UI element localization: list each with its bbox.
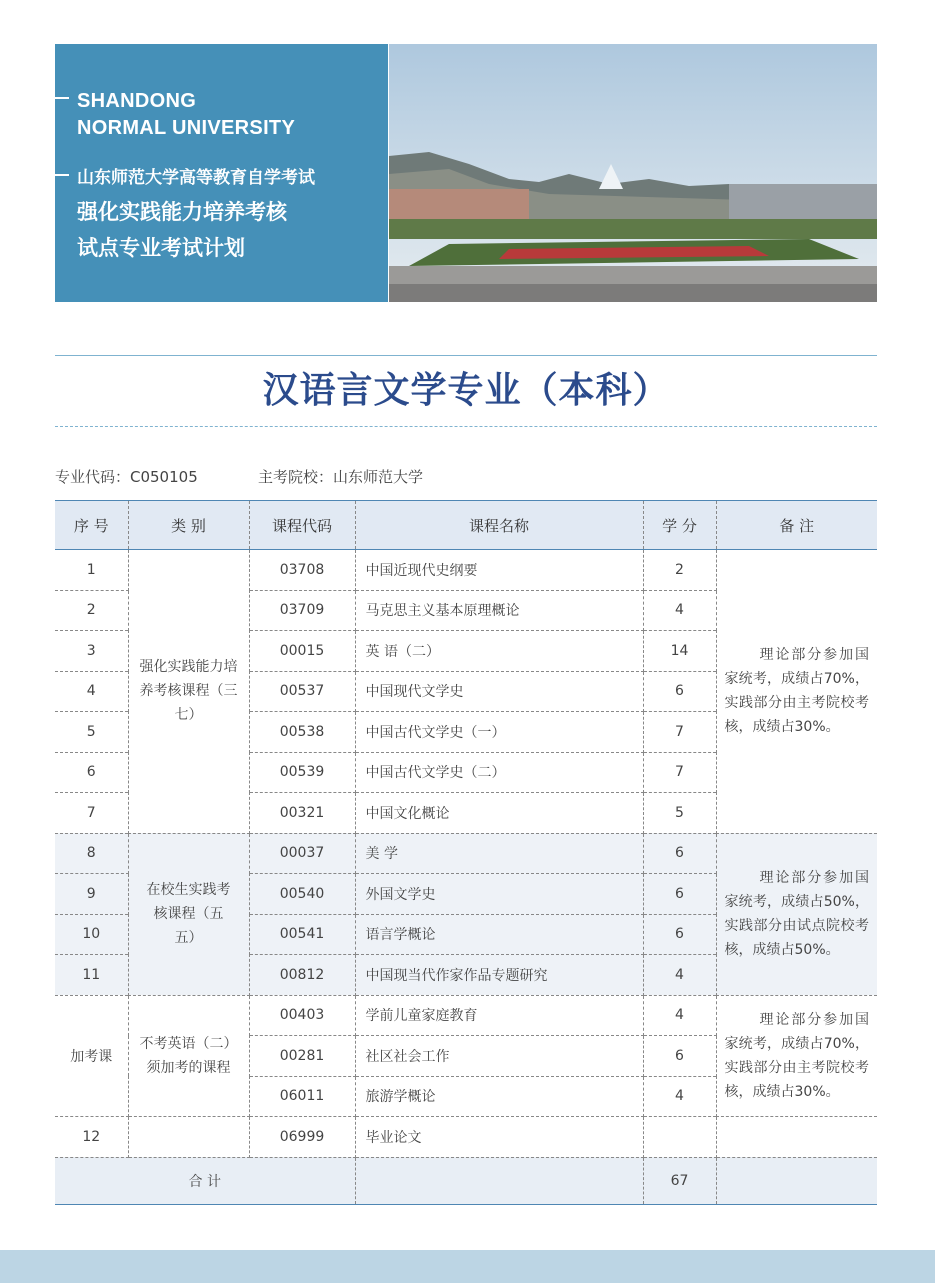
campus-photo: [389, 44, 877, 302]
cell-note: [716, 1117, 877, 1158]
cell-credit: 2: [643, 550, 716, 591]
cell-credit: 4: [643, 590, 716, 631]
cell-no: 8: [55, 833, 128, 874]
banner-en-line2: NORMAL UNIVERSITY: [77, 117, 296, 139]
cell-credit: 4: [643, 1076, 716, 1117]
cell-code: 00015: [249, 631, 355, 672]
cell-credit: 7: [643, 752, 716, 793]
cell-category: [128, 1117, 249, 1158]
cell-credit: 4: [643, 955, 716, 996]
cell-credit: 5: [643, 793, 716, 834]
cell-no: 2: [55, 590, 128, 631]
cell-note: [716, 833, 877, 995]
total-label: 合 计: [55, 1157, 355, 1204]
header-no: 序 号: [55, 501, 128, 550]
note-text: 理论部分参加国家统考，成绩占70%，实践部分由主考院校考核，成绩占30%。: [724, 647, 869, 736]
note-text: 理论部分参加国家统考，成绩占50%，实践部分由试点院校考核，成绩占50%。: [724, 870, 869, 958]
total-row: [55, 1157, 877, 1204]
cell-category: [128, 833, 249, 995]
cell-code: 00403: [249, 995, 355, 1036]
major-code: 专业代码：C050105: [55, 468, 198, 486]
campus-photo-illustration: [389, 44, 877, 302]
cell-name: 马克思主义基本原理概论: [355, 590, 643, 631]
table-row: [55, 833, 877, 874]
cell-name: 中国文化概论: [355, 793, 643, 834]
header-course-name: 课程名称: [355, 501, 643, 550]
banner-en-title: [77, 88, 295, 142]
cell-no: 9: [55, 874, 128, 915]
cell-name: 英 语（二）: [355, 631, 643, 672]
table-row: [55, 1117, 877, 1158]
cell-code: 06011: [249, 1076, 355, 1117]
note-text: 理论部分参加国家统考，成绩占70%，实践部分由主考院校考核，成绩占30%。: [724, 1011, 869, 1100]
footer-bar: [0, 1250, 935, 1283]
cell-name: 学前儿童家庭教育: [355, 995, 643, 1036]
cell-no: 1: [55, 550, 128, 591]
cell-code: 03708: [249, 550, 355, 591]
cell-credit: [643, 1117, 716, 1158]
cell-no: 7: [55, 793, 128, 834]
cell-name: 中国现代文学史: [355, 671, 643, 712]
title-bottom-rule: [55, 426, 877, 427]
cell-no: 12: [55, 1117, 128, 1158]
total-credit: 67: [643, 1157, 716, 1204]
cell-name: 毕业论文: [355, 1117, 643, 1158]
cell-code: 00281: [249, 1036, 355, 1077]
exam-plan-table: [55, 500, 877, 1205]
cell-credit: 6: [643, 914, 716, 955]
cell-name: [355, 1157, 643, 1204]
cell-no: 3: [55, 631, 128, 672]
cell-code: 00541: [249, 914, 355, 955]
cell-name: 美 学: [355, 833, 643, 874]
cell-name: 社区社会工作: [355, 1036, 643, 1077]
cell-credit: 6: [643, 671, 716, 712]
cell-no: 11: [55, 955, 128, 996]
banner-dash: [55, 174, 69, 176]
header-banner: [55, 44, 877, 302]
cell-name: 旅游学概论: [355, 1076, 643, 1117]
header-credit: 学 分: [643, 501, 716, 550]
header-note: 备 注: [716, 501, 877, 550]
cell-no: 6: [55, 752, 128, 793]
cell-code: 00538: [249, 712, 355, 753]
header-course-code: 课程代码: [249, 501, 355, 550]
cell-code: 00539: [249, 752, 355, 793]
cell-credit: 6: [643, 874, 716, 915]
cell-note: [716, 995, 877, 1117]
banner-cn-line1: 山东师范大学高等教育自学考试: [77, 168, 315, 188]
title-top-rule: [55, 355, 877, 356]
header-category: 类 别: [128, 501, 249, 550]
cell-no: 5: [55, 712, 128, 753]
cell-credit: 6: [643, 833, 716, 874]
banner-cn-line3: 试点专业考试计划: [77, 236, 245, 260]
cell-code: 00540: [249, 874, 355, 915]
cell-credit: 14: [643, 631, 716, 672]
cell-no: 加考课: [55, 995, 128, 1117]
cell-name: 中国古代文学史（一）: [355, 712, 643, 753]
category-text: 在校生实践考核课程（五五）: [146, 882, 231, 946]
page-title: 汉语言文学专业（本科）: [262, 370, 670, 411]
table-row: [55, 550, 877, 591]
cell-code: 00037: [249, 833, 355, 874]
banner-text-panel: [55, 44, 388, 302]
cell-code: 03709: [249, 590, 355, 631]
cell-no: 4: [55, 671, 128, 712]
banner-cn-line2: 强化实践能力培养考核: [77, 200, 287, 224]
banner-dash: [55, 97, 69, 99]
cell-note: [716, 1157, 877, 1204]
cell-name: 中国现当代作家作品专题研究: [355, 955, 643, 996]
banner-en-line1: SHANDONG: [77, 90, 197, 112]
cell-code: 00812: [249, 955, 355, 996]
cell-code: 06999: [249, 1117, 355, 1158]
category-text: 不考英语（二）须加考的课程: [139, 1035, 238, 1076]
cell-credit: 7: [643, 712, 716, 753]
cell-credit: 6: [643, 1036, 716, 1077]
cell-name: 中国近现代史纲要: [355, 550, 643, 591]
category-text: 强化实践能力培养考核课程（三七）: [139, 659, 238, 724]
cell-code: 00321: [249, 793, 355, 834]
cell-no: 10: [55, 914, 128, 955]
cell-category: [128, 550, 249, 834]
cell-name: 语言学概论: [355, 914, 643, 955]
cell-code: 00537: [249, 671, 355, 712]
table-header-row: [55, 501, 877, 550]
host-school: 主考院校：山东师范大学: [258, 468, 424, 486]
cell-credit: 4: [643, 995, 716, 1036]
cell-note: [716, 550, 877, 834]
table-row: [55, 995, 877, 1036]
cell-name: 中国古代文学史（二）: [355, 752, 643, 793]
cell-name: 外国文学史: [355, 874, 643, 915]
cell-category: [128, 995, 249, 1117]
